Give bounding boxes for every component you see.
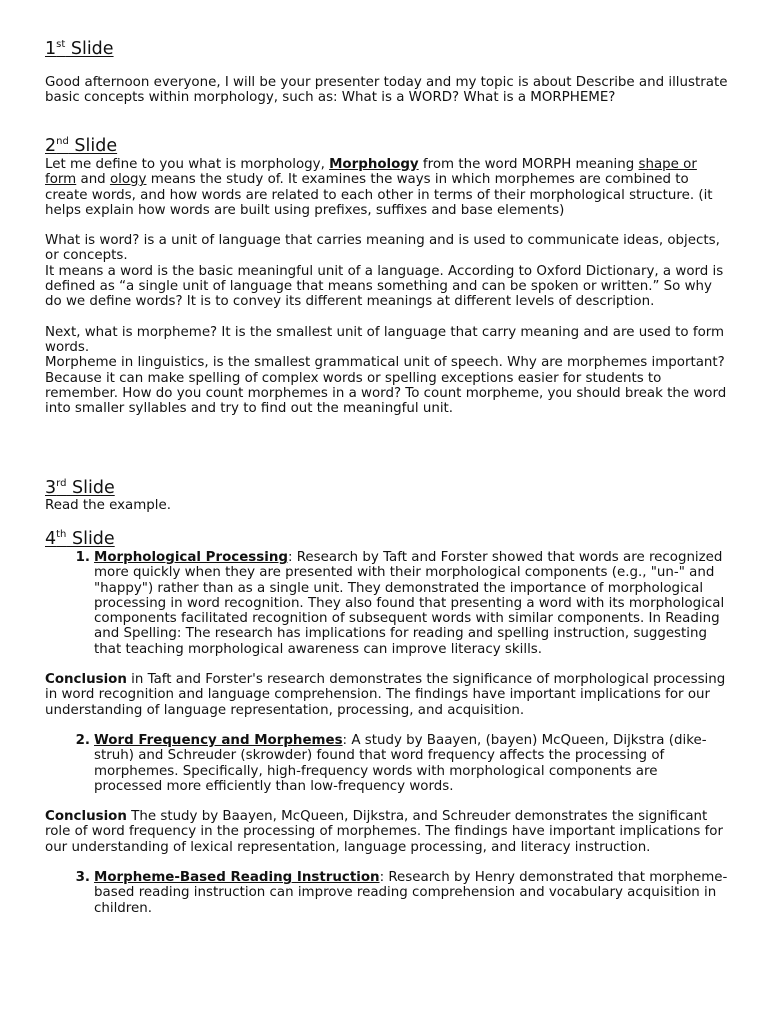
slide3-heading: 3rd Slide: [45, 478, 115, 498]
slide2-body: [45, 157, 728, 416]
slide4-body: [45, 550, 728, 916]
word-explanation: It means a word is the basic meaningful unit of a language. According to Oxford Dictionary, a word is defined as “a single unit of language that means something and can be spoken or written.” So why do we define words? It is to convey its different meanings at different levels of description.: [45, 263, 724, 310]
item-heading: Morpheme-Based Reading Instruction: [94, 870, 380, 886]
list-item: 3. Morpheme-Based Reading Instruction: Research by Henry demonstrated that morpheme-based reading instruction can improve reading comprehension and vocabulary acquisition in children.: [75, 870, 728, 916]
slide3-paragraph: Read the example.: [45, 498, 172, 513]
morphology-term: Morphology: [329, 157, 419, 172]
slide2-heading: 2nd Slide: [45, 136, 118, 156]
list-item: 2. Word Frequency and Morphemes: A study by Baayen, (bayen) McQueen, Dijkstra (dike-struh) and Schreuder (skrowder) found that word frequency affects the processing of morphemes. Specifically, high-frequency words with morphological components are processed more efficiently than low-frequency words.: [75, 732, 707, 794]
item-heading: Word Frequency and Morphemes: [94, 732, 343, 748]
item-heading: Morphological Processing: [94, 550, 288, 565]
morpheme-definition: Next, what is morpheme? It is the smallest unit of language that carry meaning and are used to form words.: [45, 324, 725, 355]
morphology-definition: Let me define to you what is morphology, Morphology from the word MORPH meaning shape or form and ology means the study of. It examines the ways in which morphemes are combined to create words, and how words are related to each other in terms of their morphological structure. (it helps explain how words are built using prefixes, suffixes and base elements): [45, 157, 713, 218]
morpheme-explanation: Morpheme in linguistics, is the smallest grammatical unit of speech. Why are morphemes important? Because it can make spelling of complex words or spelling exceptions easier for students to remember. How do you count morphemes in a word? To count morpheme, you should break the word into smaller syllables and try to find out the meaningful unit.: [45, 355, 727, 417]
word-definition: What is word? is a unit of language that carries meaning and is used to communicate ideas, objects, or concepts.: [45, 233, 720, 264]
conclusion-paragraph: Conclusion The study by Baayen, McQueen, Dijkstra, and Schreuder demonstrates the significant role of word frequency in the processing of morphemes. The findings have important implications for our understanding of lexical representation, language processing, and literacy instruction.: [45, 809, 724, 855]
list-item: 1. Morphological Processing: Research by Taft and Forster showed that words are recognized more quickly when they are presented with their morphological components (e.g., "un-" and "happy") rather than as a single unit. They demonstrated the importance of morphological processing in word recognition. They also found that presenting a word with its morphological components facilitated recognition of subsequent words with similar components. In Reading and Spelling: The research has implications for reading and spelling instruction, suggesting that teaching morphological awareness can improve literacy skills.: [75, 550, 725, 657]
shape-or-form-term: shape or form: [45, 157, 697, 188]
ology-term: ology: [109, 172, 147, 188]
slide1-heading: 1st Slide: [45, 39, 114, 59]
slide4-heading: 4th Slide: [45, 529, 115, 549]
slide1-paragraph: Good afternoon everyone, I will be your presenter today and my topic is about Describe and illustrate basic concepts within morphology, such as: What is a WORD? What is a MORPHEME?: [45, 75, 728, 106]
conclusion-paragraph: Conclusion in Taft and Forster's research demonstrates the significance of morphological processing in word recognition and language comprehension. The findings have important implications for our understanding of language representation, processing, and acquisition.: [45, 672, 726, 718]
